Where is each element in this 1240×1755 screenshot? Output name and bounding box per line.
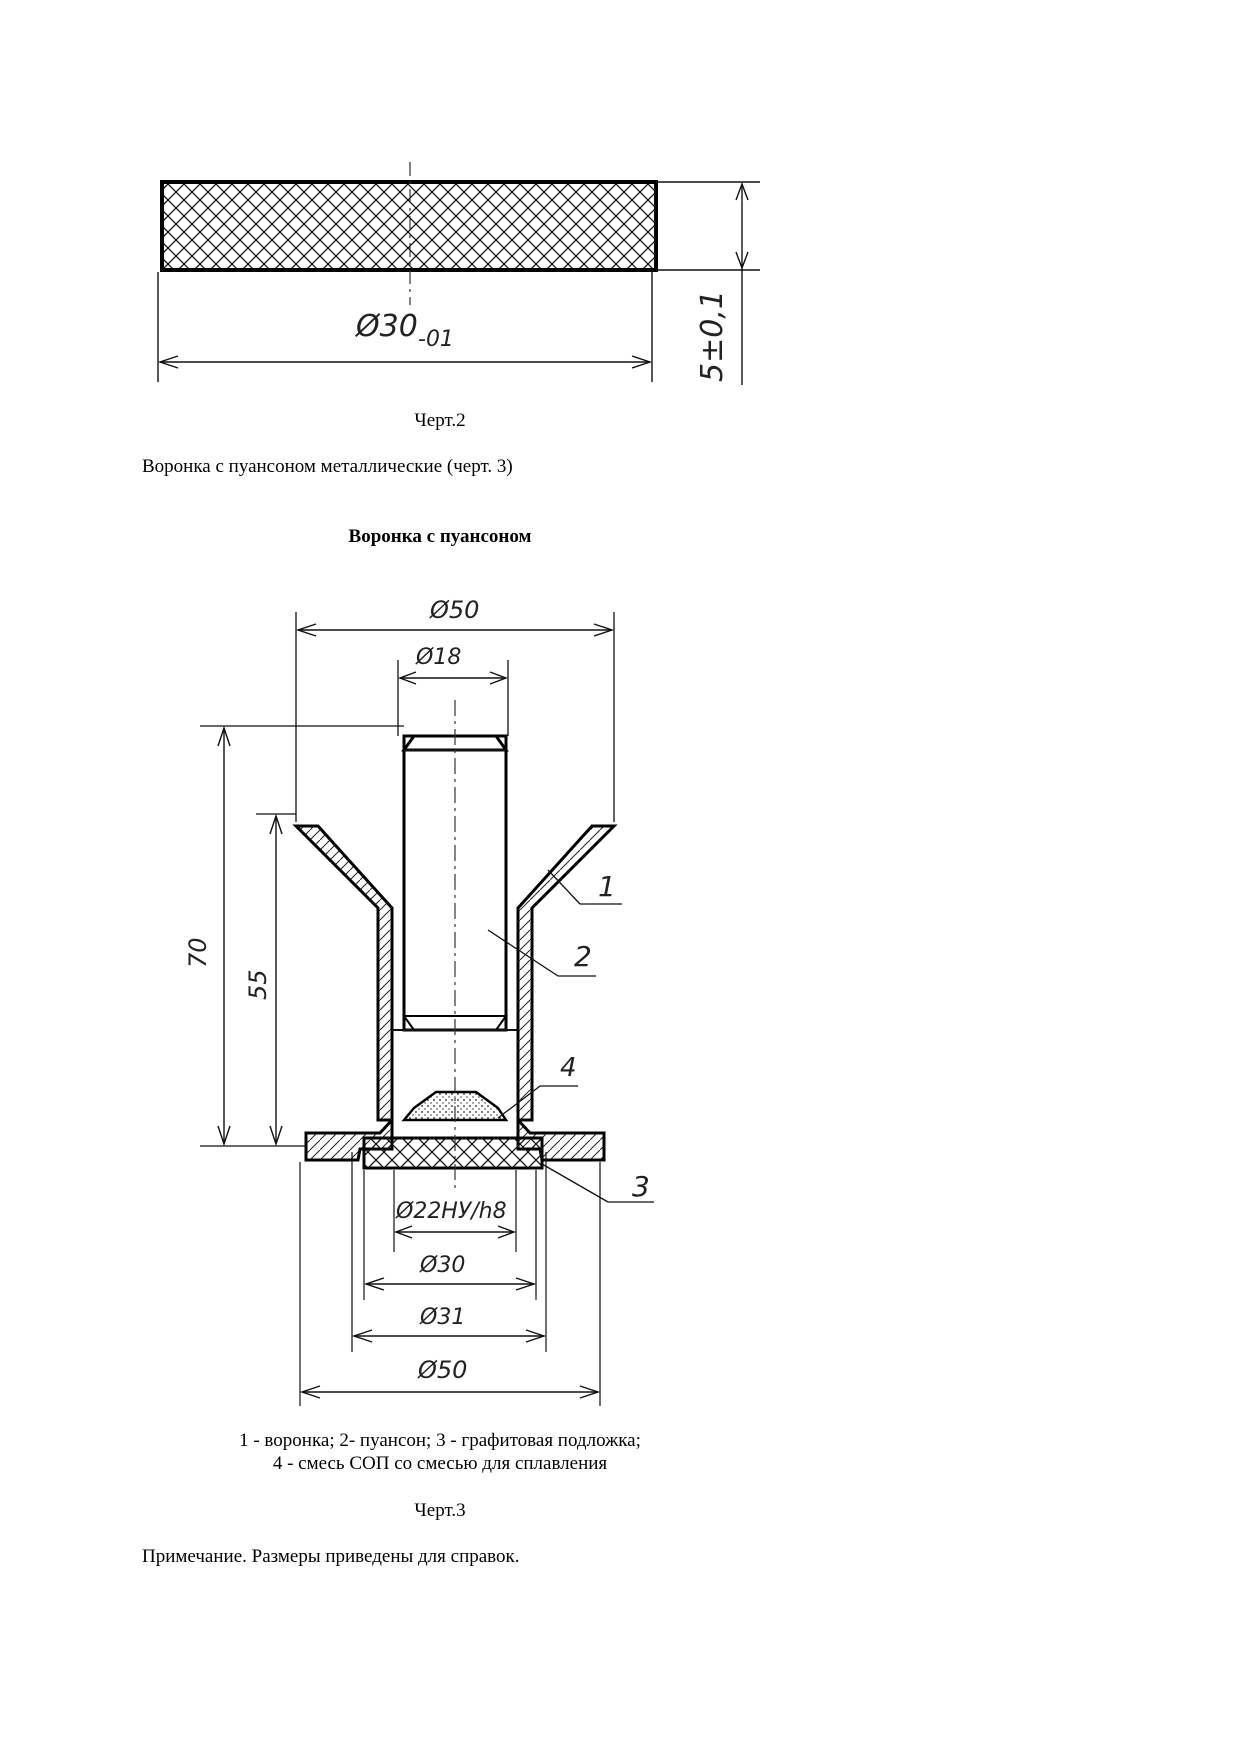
dim-bottom-d50: Ø50 bbox=[418, 1356, 468, 1384]
callout-3: 3 bbox=[632, 1170, 650, 1203]
dim-h70: 70 bbox=[184, 937, 212, 968]
figure-2-caption: Черт.2 bbox=[414, 410, 466, 431]
dim-d22: Ø22НУ/h8 bbox=[396, 1199, 507, 1224]
dim-d31: Ø31 bbox=[420, 1305, 466, 1330]
funnel-left-wall bbox=[296, 826, 392, 1120]
intro-paragraph: Воронка с пуансоном металлические (черт. 3) bbox=[142, 456, 513, 477]
figure-3-legend-line-2: 4 - смесь СОП со смесью для сплавления bbox=[272, 1453, 608, 1474]
figure-3-caption: Черт.3 bbox=[414, 1500, 466, 1521]
callout-4: 4 bbox=[560, 1053, 577, 1083]
dim-h55: 55 bbox=[244, 969, 272, 1000]
dim-d30: Ø30 bbox=[420, 1253, 466, 1278]
figure-3-heading: Воронка с пуансоном bbox=[348, 526, 532, 547]
disc-diameter-label: Ø30 bbox=[356, 309, 418, 344]
note-paragraph: Примечание. Размеры приведены для справок. bbox=[142, 1546, 520, 1567]
callout-2: 2 bbox=[574, 940, 592, 973]
dim-top-d50: Ø50 bbox=[430, 596, 480, 624]
graphite-substrate bbox=[364, 1138, 542, 1168]
dim-d18: Ø18 bbox=[416, 645, 462, 670]
figure-3-legend-line-1: 1 - воронка; 2- пуансон; 3 - графитовая подложка; bbox=[239, 1430, 641, 1451]
callout-1: 1 bbox=[598, 870, 616, 903]
disc-thickness-label: 5±0,1 bbox=[695, 290, 730, 382]
disc-diameter-tolerance: -01 bbox=[418, 327, 454, 352]
